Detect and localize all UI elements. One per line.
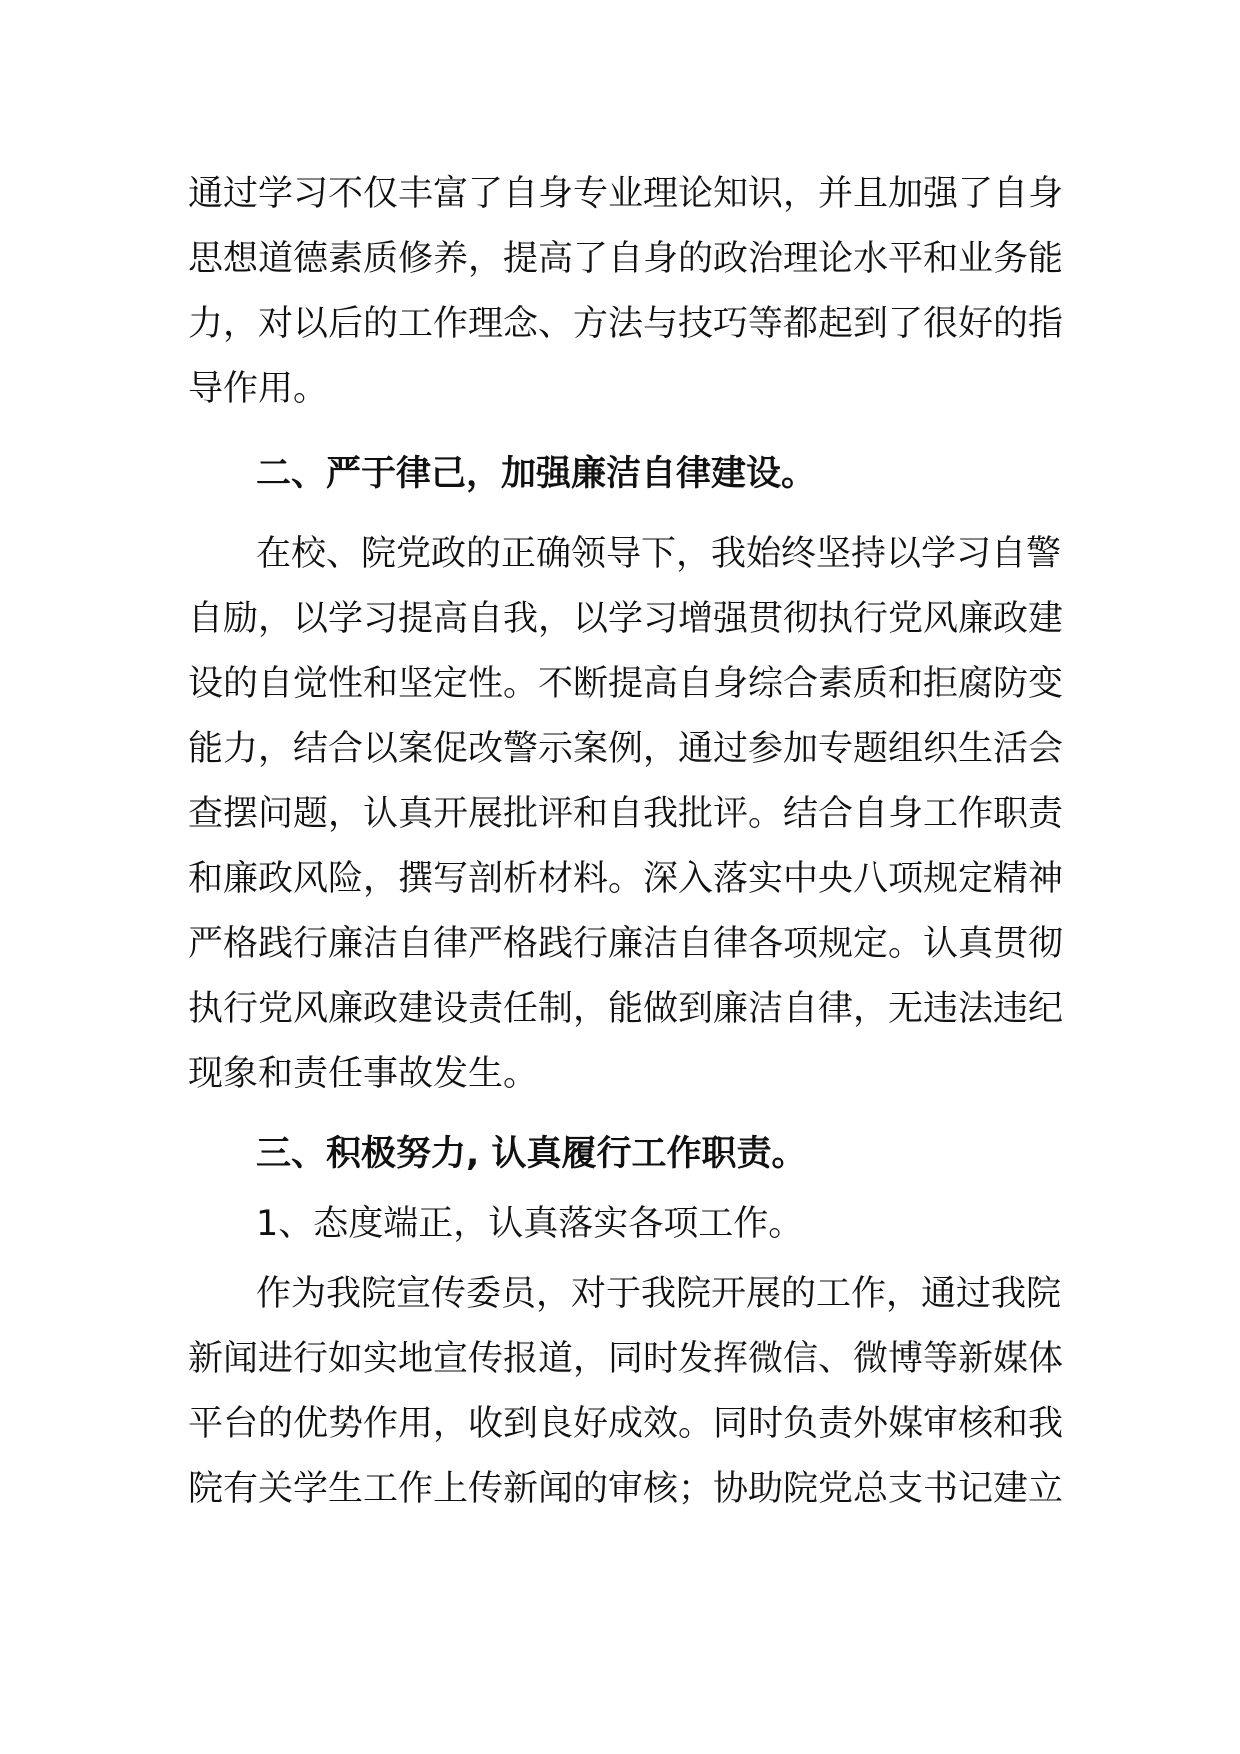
- paragraph-line: 现象和责任事故发生。: [188, 1054, 539, 1094]
- paragraph-line: 能力，结合以案促改警示案例，通过参加专题组织生活会: [188, 729, 1064, 769]
- section-heading-3: 三、积极努力, 认真履行工作职责。: [256, 1134, 807, 1174]
- paragraph-line: 自励，以学习提高自我，以学习增强贯彻执行党风廉政建: [188, 599, 1064, 639]
- paragraph-line: 新闻进行如实地宣传报道，同时发挥微信、微博等新媒体: [188, 1339, 1064, 1379]
- paragraph-line: 通过学习不仅丰富了自身专业理论知识，并且加强了自身: [188, 174, 1064, 214]
- paragraph-line: 导作用。: [188, 369, 329, 409]
- paragraph-line: 力，对以后的工作理念、方法与技巧等都起到了很好的指: [188, 304, 1064, 344]
- paragraph-line: 严格践行廉洁自律严格践行廉洁自律各项规定。认真贯彻: [188, 924, 1064, 964]
- paragraph-spacer: [188, 507, 1068, 522]
- subsection-heading-1: 1、态度端正，认真落实各项工作。: [256, 1204, 804, 1244]
- paragraph-line: 平台的优势作用，收到良好成效。同时负责外媒审核和我: [188, 1404, 1064, 1444]
- document-body: [188, 162, 1068, 1522]
- paragraph-line: 在校、院党政的正确领导下，我始终坚持以学习自警: [256, 534, 1062, 574]
- paragraph-line: 执行党风廉政建设责任制，能做到廉洁自律，无违法违纪: [188, 989, 1064, 1029]
- paragraph-line: 思想道德素质修养，提高了自身的政治理论水平和业务能: [188, 239, 1064, 279]
- paragraph-line: 设的自觉性和坚定性。不断提高自身综合素质和拒腐防变: [188, 664, 1064, 704]
- paragraph-spacer: [188, 1107, 1068, 1122]
- paragraph-spacer: [188, 422, 1068, 442]
- paragraph-line: 作为我院宣传委员，对于我院开展的工作，通过我院: [256, 1274, 1062, 1314]
- section-heading-2: 二、严于律己，加强廉洁自律建设。: [256, 454, 817, 494]
- paragraph-line: 院有关学生工作上传新闻的审核；协助院党总支书记建立: [188, 1469, 1064, 1509]
- paragraph-line: 查摆问题，认真开展批评和自我批评。结合自身工作职责: [188, 794, 1064, 834]
- paragraph-line: 和廉政风险，撰写剖析材料。深入落实中央八项规定精神: [188, 859, 1064, 899]
